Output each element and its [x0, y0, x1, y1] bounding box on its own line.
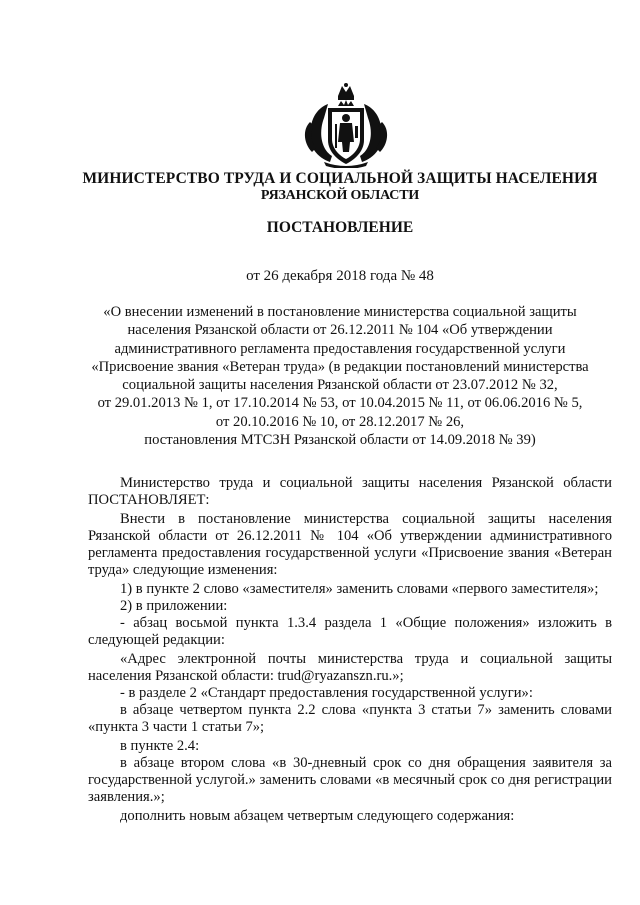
paragraph-new-clause: дополнить новым абзацем четвертым следующего содержания:	[120, 808, 515, 824]
title-line: социальной защиты населения Рязанской области от 23.07.2012 № 32,	[122, 377, 558, 394]
paragraph-item-2-4: в пункте 2.4:	[120, 738, 200, 754]
ministry-name-line2: РЯЗАНСКОЙ ОБЛАСТИ	[260, 188, 420, 203]
paragraph-item-2: 2) в приложении:	[120, 598, 228, 614]
paragraph-preamble: Министерство труда и социальной защиты населения Рязанской области ПОСТАНОВЛЯЕТ:	[88, 475, 612, 508]
document-title	[60, 303, 620, 449]
document-body	[88, 475, 612, 825]
title-line: от 29.01.2013 № 1, от 17.10.2014 № 53, от 10.04.2015 № 11, от 06.06.2016 № 5,	[97, 395, 583, 412]
title-line: от 20.10.2016 № 10, от 28.12.2017 № 26,	[215, 413, 465, 430]
title-line: административного регламента предоставления государственной услуги	[114, 340, 566, 357]
ministry-name-line1: МИНИСТЕРСТВО ТРУДА И СОЦИАЛЬНОЙ ЗАЩИТЫ НАСЕЛЕНИЯ	[82, 170, 598, 187]
title-line: «Присвоение звания «Ветеран труда» (в редакции постановлений министерства	[91, 358, 589, 375]
document-type: ПОСТАНОВЛЕНИЕ	[266, 219, 414, 236]
paragraph-item-2-2: в абзаце четвертом пункта 2.2 слова «пункта 3 статьи 7» заменить словами «пункта 3 части 1 статьи 7»;	[88, 702, 612, 735]
title-line: населения Рязанской области от 26.12.2011 № 104 «Об утверждении	[127, 322, 553, 339]
title-line: «О внесении изменений в постановление министерства социальной защиты	[103, 304, 577, 320]
paragraph-amend-intro: Внести в постановление министерства социальной защиты населения Рязанской области от 26.12.2011 № 104 «Об утверждении административного регламента предоставления государственной услуги «Присвоение звания «Ветеран труда» следующие изменения:	[88, 511, 612, 578]
paragraph-email-address: «Адрес электронной почты министерства труда и социальной защиты населения Рязанской области: trud@ryazanszn.ru.»;	[88, 651, 612, 684]
paragraph-deadline-change: в абзаце втором слова «в 30-дневный срок со дня обращения заявителя за государственной услугой.» заменить словами «в месячный срок со дня регистрации заявления.»;	[88, 755, 612, 805]
paragraph-section-2-intro: - в разделе 2 «Стандарт предоставления государственной услуги»:	[120, 685, 533, 701]
ministry-name	[40, 170, 640, 204]
coat-of-arms-icon	[298, 82, 394, 168]
document-date: от 26 декабря 2018 года № 48	[246, 268, 434, 284]
title-line: постановления МТСЗН Рязанской области от 14.09.2018 № 39)	[144, 432, 536, 449]
paragraph-item-1: 1) в пункте 2 слово «заместителя» заменить словами «первого заместителя»;	[120, 581, 599, 597]
paragraph-section-1-change: - абзац восьмой пункта 1.3.4 раздела 1 «Общие положения» изложить в следующей редакции:	[88, 615, 612, 648]
